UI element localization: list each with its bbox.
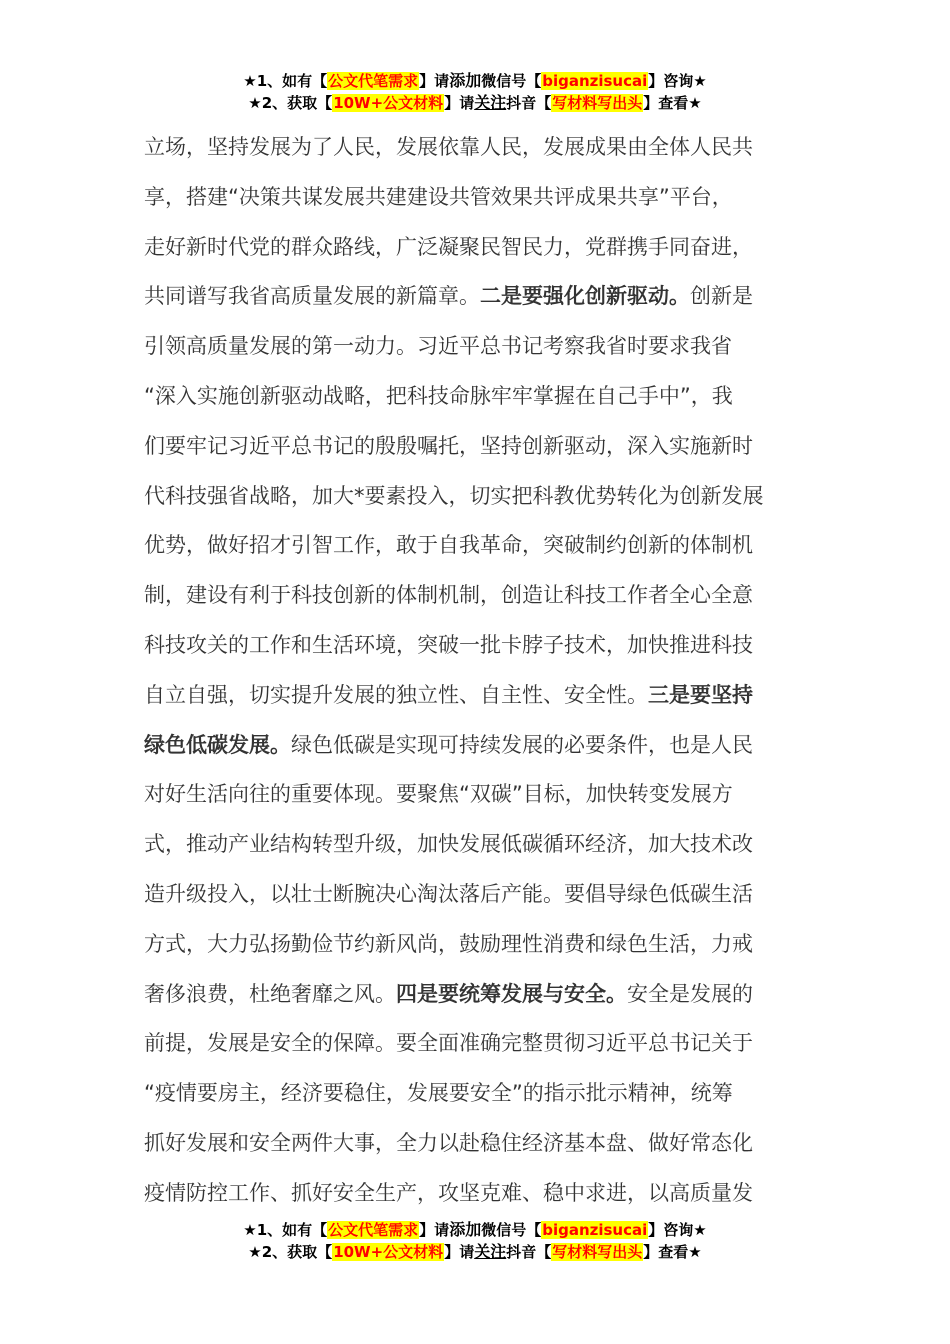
banner-text: 】请	[444, 1243, 475, 1261]
text-line	[144, 870, 808, 920]
body-text: 创新是	[690, 284, 753, 309]
banner-text: 抖音【	[506, 94, 552, 112]
body-text: 绿色低碳是实现可持续发展的必要条件，也是人民	[291, 732, 753, 757]
banner-text: 】查看★	[643, 1243, 702, 1261]
banner-emphasis: 关注	[474, 93, 507, 112]
banner-line-1	[0, 70, 950, 92]
banner-line-2	[0, 1241, 950, 1263]
text-line	[144, 770, 808, 820]
body-text: 立场，坚持发展为了人民，发展依靠人民，发展成果由全体人民共	[144, 135, 753, 159]
body-text: 对好生活向往的重要体现。要聚焦“双碳”目标，加快转变发展方	[144, 782, 733, 807]
body-text: 安全是发展的	[627, 981, 753, 1006]
banner-emphasis: 添加	[449, 1220, 482, 1239]
banner-text: ★1、如有【	[243, 1221, 328, 1239]
highlight-douyin-account: 写材料写出头	[552, 94, 643, 112]
body-text: 自立自强，切实提升发展的独立性、自主性、安全性。	[144, 682, 648, 707]
highlight-materials: 10W+公文材料	[333, 1243, 444, 1261]
body-text: 优势，做好招才引智工作，敢于自我革命，突破制约创新的体制机	[144, 533, 753, 558]
banner-emphasis: 添加	[449, 71, 482, 90]
text-line	[144, 970, 808, 1020]
banner-text: ★2、获取【	[248, 94, 333, 112]
highlight-service: 公文代笔需求	[328, 72, 419, 90]
body-text: 走好新时代党的群众路线，广泛凝聚民智民力，党群携手同奋进，	[144, 234, 753, 259]
highlight-service: 公文代笔需求	[328, 1221, 419, 1239]
banner-line-2	[0, 92, 950, 114]
banner-line-1	[0, 1219, 950, 1241]
body-text: 方式，大力弘扬勤俭节约新风尚，鼓励理性消费和绿色生活，力戒	[144, 931, 753, 956]
header-banner	[0, 70, 950, 114]
text-line	[144, 422, 808, 472]
banner-text: 】咨询★	[648, 72, 707, 90]
text-line	[144, 223, 808, 273]
highlight-douyin-account: 写材料写出头	[552, 1243, 643, 1261]
banner-text: 微信号【	[481, 1221, 542, 1239]
banner-text: ★2、获取【	[248, 1243, 333, 1261]
text-line	[144, 571, 808, 621]
text-line	[144, 1119, 808, 1169]
text-line	[144, 322, 808, 372]
body-text: 式，推动产业结构转型升级，加快发展低碳循环经济，加大技术改	[144, 832, 753, 857]
body-text: 抓好发展和安全两件大事，全力以赴稳住经济基本盘、做好常态化	[144, 1130, 753, 1155]
footer-banner	[0, 1219, 950, 1263]
body-text: “疫情要房主，经济要稳住，发展要安全”的指示批示精神，统筹	[144, 1081, 733, 1106]
body-text: 们要牢记习近平总书记的殷殷嘱托，坚持创新驱动，深入实施新时	[144, 433, 753, 458]
body-text: 代科技强省战略，加大*要素投入，切实把科教优势转化为创新发展	[144, 483, 764, 508]
body-text: 引领高质量发展的第一动力。习近平总书记考察我省时要求我省	[144, 334, 732, 359]
banner-text: 抖音【	[506, 1243, 552, 1261]
highlight-wechat-id: biganzisucai	[542, 72, 648, 90]
body-text: 享，搭建“决策共谋发展共建建设共管效果共评成果共享”平台，	[144, 184, 733, 209]
text-line	[144, 1019, 808, 1069]
text-line	[144, 721, 808, 771]
banner-text: 】查看★	[643, 94, 702, 112]
body-text: 科技攻关的工作和生活环境，突破一批卡脖子技术，加快推进科技	[144, 632, 753, 657]
body-text: 制，建设有利于科技创新的体制机制，创造让科技工作者全心全意	[144, 583, 753, 608]
banner-text: 】咨询★	[648, 1221, 707, 1239]
highlight-materials: 10W+公文材料	[333, 94, 444, 112]
bold-heading-text: 二是要强化创新驱动。	[480, 284, 690, 309]
body-text: “深入实施创新驱动战略，把科技命脉牢牢掌握在自己手中”，我	[144, 383, 733, 408]
text-line	[144, 621, 808, 671]
text-line	[144, 372, 808, 422]
bold-heading-text: 绿色低碳发展。	[144, 732, 291, 757]
text-line	[144, 1069, 808, 1119]
text-line	[144, 521, 808, 571]
highlight-wechat-id: biganzisucai	[542, 1221, 648, 1239]
text-line	[144, 671, 808, 721]
text-line	[144, 1169, 808, 1219]
banner-text: 】请	[444, 94, 475, 112]
banner-text: 微信号【	[481, 72, 542, 90]
bold-heading-text: 四是要统筹发展与安全。	[396, 981, 627, 1006]
text-line	[144, 920, 808, 970]
text-line	[144, 173, 808, 223]
document-body	[144, 123, 808, 1219]
banner-text: 】请	[419, 1221, 450, 1239]
body-text: 造升级投入，以壮士断腕决心淘汰落后产能。要倡导绿色低碳生活	[144, 881, 753, 906]
banner-text: ★1、如有【	[243, 72, 328, 90]
text-line	[144, 272, 808, 322]
bold-heading-text: 三是要坚持	[648, 682, 753, 707]
text-line	[144, 472, 808, 522]
body-text: 前提，发展是安全的保障。要全面准确完整贯彻习近平总书记关于	[144, 1031, 753, 1056]
body-text: 共同谱写我省高质量发展的新篇章。	[144, 284, 480, 309]
text-line	[144, 820, 808, 870]
banner-text: 】请	[419, 72, 450, 90]
text-line	[144, 123, 808, 173]
body-text: 疫情防控工作、抓好安全生产，攻坚克难、稳中求进，以高质量发	[144, 1180, 753, 1205]
banner-emphasis: 关注	[474, 1242, 507, 1261]
body-text: 奢侈浪费，杜绝奢靡之风。	[144, 981, 396, 1006]
